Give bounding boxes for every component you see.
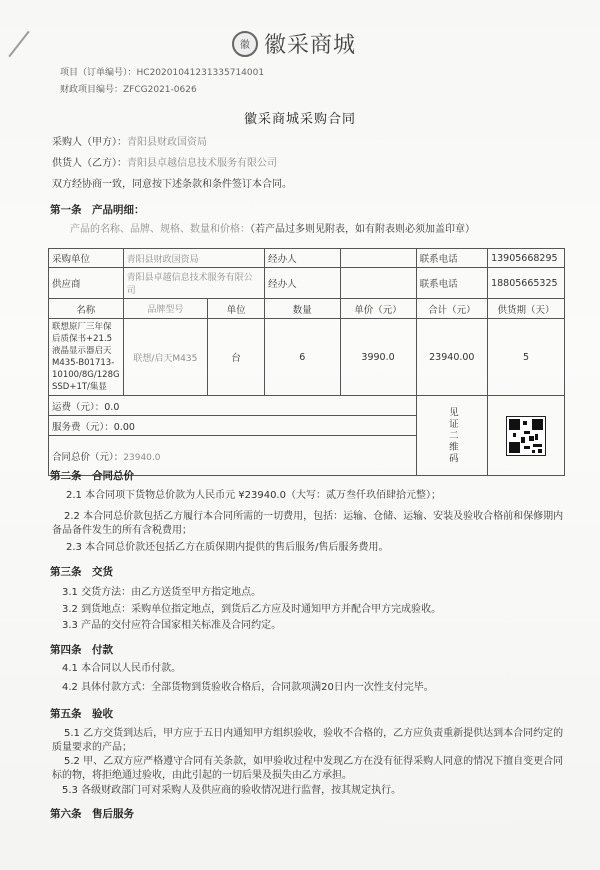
article4-p1: 4.1 本合同以人民币付款。 [62,663,182,674]
article3-p1: 3.1 交货方法：由乙方送货至甲方指定地点。 [62,587,262,598]
article4-p2: 4.2 具体付款方式：全部货物到货验收合格后，合同款项满20日内一次性支付完毕。 [62,682,434,693]
article2-heading: 第二条 合同总价 [50,470,134,482]
contract-title: 徽采商城采购合同 [243,112,356,127]
supplier-handler-label: 经办人 [265,268,340,299]
article1-note-prefix: 产品的名称、品牌、规格、数量和价格： [70,224,250,235]
col-total: 合计（元） [416,299,487,319]
project-number-label: 项目（订单编号）： [60,68,137,78]
qr-cell [488,396,565,476]
supplier-phone-label: 联系电话 [416,268,487,299]
supplier-unit-label: 供应商 [49,268,124,299]
freight-cell [49,396,417,416]
product-price: 3990.0 [340,319,416,396]
service-fee-value: 0.00 [113,421,135,433]
supplier-handler-value [340,268,416,299]
finance-number-label: 财政项目编号： [60,85,124,95]
article3-p2: 3.2 到货地点：采购单位指定地点，到货后乙方应及时通知甲方并配合甲方完成验收。 [62,604,442,615]
product-table [48,248,565,476]
brand-logo [232,28,356,59]
contract-total-label: 合同总价（元）： [52,451,124,463]
product-qty: 6 [265,319,340,396]
product-days: 5 [488,319,565,396]
brand-seal-icon: 徽 [232,31,258,57]
buyer-phone-label: 联系电话 [416,249,487,268]
buyer-value: 青阳县财政国资局 [127,137,207,148]
buyer-label: 采购人（甲方）： [52,137,127,148]
finance-number-value: ZFCG2021-0626 [123,85,197,95]
contract-total-value: 23940.0 [123,452,161,463]
supplier-label: 供货人（乙方）： [52,158,127,169]
qr-label: 见证二维码 [446,406,458,465]
col-brand: 品牌型号 [123,299,208,319]
article2-p1: 2.1 本合同项下货物总价款为人民币元 ¥23940.0（大写：贰万叁仟玖佰肆拾元整）； [66,490,441,501]
service-fee-label: 服务费（元）： [52,421,114,433]
product-total: 23940.00 [416,319,487,396]
supplier-value: 青阳县卓越信息技术服务有限公司 [127,158,277,169]
article3-p3: 3.3 产品的交付应符合国家相关标准及合同约定。 [62,620,282,631]
qr-code-icon [506,416,546,456]
article6-heading: 第六条 售后服务 [50,808,134,820]
supplier-unit-value: 青阳县卓越信息技术服务有限公司 [123,268,265,299]
article4-heading: 第四条 付款 [50,644,113,656]
project-number [60,65,264,78]
pen-mark [8,31,29,57]
table-row [49,319,565,396]
freight-label: 运费（元）： [52,401,105,413]
buyer-handler-value [340,249,416,268]
service-fee-cell [49,416,417,436]
col-name: 名称 [49,299,124,319]
buyer-line [52,136,207,150]
article1-note [70,223,475,237]
project-number-value: HC20201041231335714001 [136,68,265,78]
buyer-unit-label: 采购单位 [49,249,124,268]
article2-p2: 2.2 本合同总价款包括乙方履行本合同所需的一切费用，包括：运输、仓储、运输、安装及验收合格前和保修期内备品备件发生的所有含税费用； [52,511,564,536]
col-price: 单价（元） [340,299,416,319]
col-unit: 单位 [208,299,265,319]
qr-label-cell [416,396,487,476]
article3-heading: 第三条 交货 [50,566,113,578]
buyer-handler-label: 经办人 [265,249,340,268]
product-brand: 联想/启天M435 [123,319,208,396]
buyer-phone-value: 13905668295 [488,249,565,268]
brand-name: 徽采商城 [264,33,357,58]
agreement-line: 双方经协商一致，同意按下述条款和条件签订本合同。 [52,179,292,190]
freight-value: 0.0 [104,401,120,413]
article1-heading: 第一条 产品明细： [50,204,145,216]
article5-heading: 第五条 验收 [50,708,113,720]
article1-note-text: （若产品过多则见附表，如有附表则必须加盖印章） [250,224,475,235]
buyer-unit-value: 青阳县财政国资局 [123,249,265,268]
article5-p1: 5.1 乙方交货到达后，甲方应于五日内通知甲方组织验收，验收不合格的，乙方应负责重新提供达到本合同约定的质量要求的产品； [52,728,564,753]
finance-number [60,82,197,95]
product-name: 联想原厂三年保后质保书+21.5液晶显示器启天M435-B01713-10100/8G/128G SSD+1T/集显 [49,319,124,396]
article2-p3: 2.3 本合同总价款还包括乙方在质保期内提供的售后服务/售后服务费用。 [66,542,389,553]
supplier-line [52,157,277,171]
col-days: 供货期（天） [488,299,565,319]
product-unit: 台 [208,319,265,396]
supplier-phone-value: 18805665325 [488,268,565,299]
table-header-row [49,299,565,319]
article5-p3: 5.3 各级财政部门可对采购人及供应商的验收情况进行监督，按其规定执行。 [62,785,402,796]
article5-p2: 5.2 甲、乙双方应严格遵守合同有关条款，如甲验收过程中发现乙方在没有征得采购人同意的情况下擅自变更合同标的物，将拒绝通过验收，由此引起的一切后果及损失由乙方承担。 [52,756,564,781]
col-qty: 数量 [265,299,340,319]
